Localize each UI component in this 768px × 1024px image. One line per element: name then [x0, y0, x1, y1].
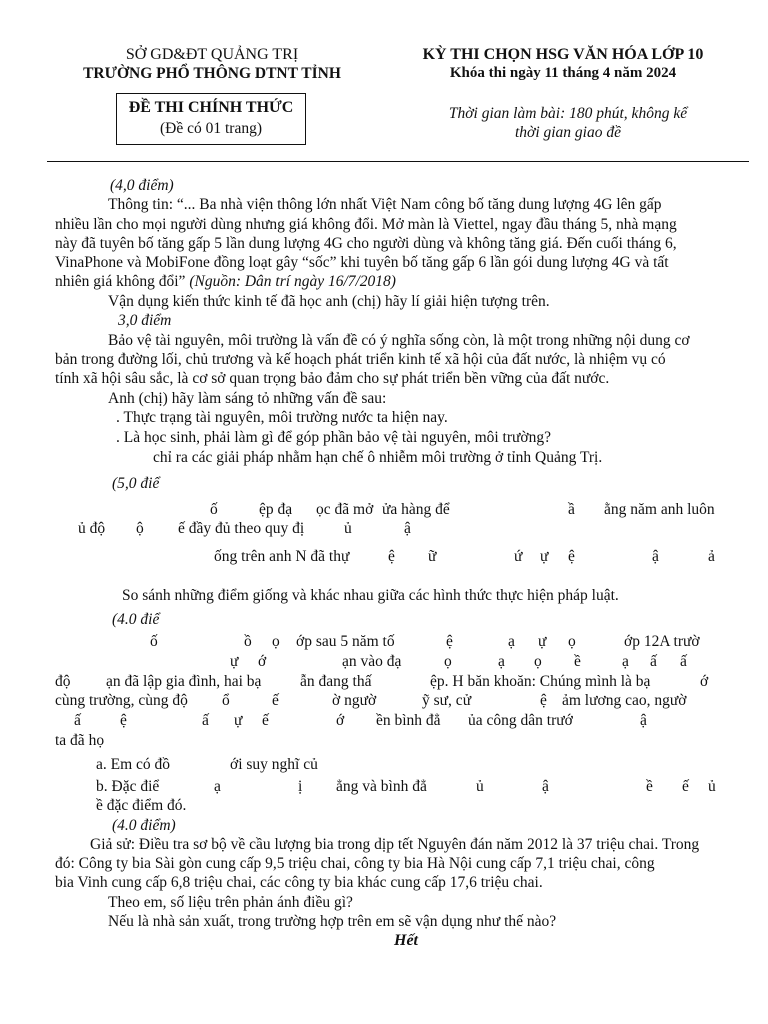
q1-line: này đã tuyên bố tăng gấp 5 lần dung lượng 4G cho người dùng và không tăng giá. Đến cuối tháng 6, [55, 235, 677, 252]
q4-fragment: ủa công dân trướ [468, 712, 573, 729]
q4-fragment: ủ [708, 778, 716, 795]
q4-fragment: ới suy nghĩ củ [230, 756, 318, 773]
q4-fragment: ớ [700, 673, 709, 690]
q4-fragment: ệp. H băn khoăn: Chúng mình là bạ [430, 673, 651, 690]
q4-fragment: ổ [222, 692, 230, 709]
time-line-1: Thời gian làm bài: 180 phút, không kể [448, 105, 688, 122]
q4-fragment: ự [230, 653, 239, 670]
page-count: (Đề có 01 trang) [160, 120, 262, 137]
q3-task: So sánh những điểm giống và khác nhau giữa các hình thức thực hiện pháp luật. [122, 587, 619, 604]
header-right [398, 46, 728, 83]
q4-fragment: ọ [444, 653, 452, 670]
q4-fragment: ị [298, 778, 303, 795]
q4-fragment: ạ [214, 778, 221, 795]
q4-fragment: ậ [542, 778, 549, 795]
q4-fragment: ế [682, 778, 689, 795]
q4-fragment: cùng trường, cùng độ [55, 692, 188, 709]
q1-points: (4,0 điểm) [110, 177, 174, 194]
q4-fragment: ớ [336, 712, 345, 729]
q4-fragment: ồ [244, 633, 252, 650]
q2-points: 3,0 điểm [118, 312, 172, 329]
q5-line: Nếu là nhà sản xuất, trong trường hợp trên em sẽ vận dụng như thế nào? [108, 913, 557, 930]
q4-fragment: ấ [74, 712, 81, 729]
q4-fragment: ề [646, 778, 653, 795]
q4-fragment: ố [150, 633, 158, 650]
q3-fragment: ệp đạ [259, 501, 293, 518]
q3-fragment: ậ [652, 548, 659, 565]
q4-fragment: ớp sau 5 năm tố [296, 633, 395, 650]
q1-task: Vận dụng kiến thức kinh tế đã học anh (chị) hãy lí giải hiện tượng trên. [108, 293, 550, 310]
official-exam-box [116, 93, 306, 145]
q4-points: (4.0 điể [112, 611, 160, 628]
q4-fragment: ỹ sư, cử [422, 692, 472, 709]
q4-fragment: ệ [446, 633, 453, 650]
q1-line: nhiều lần cho mọi người dùng nhưng giá không đổi. Mở màn là Viettel, ngay đầu tháng 5, nhà mạng [55, 216, 677, 233]
q5-line: đó: Công ty bia Sài gòn cung cấp 9,5 triệu chai, công ty bia Hà Nội cung cấp 7,1 triệu chai, công [55, 855, 655, 872]
q1-line: VinaPhone và MobiFone đồng loạt gây “sốc” khi tuyên bố tăng gấp 6 lần gói dung lượng 4G và tất [55, 254, 669, 271]
q3-fragment: ả [708, 548, 715, 565]
q4-fragment: ẳng và bình đẳ [336, 778, 427, 795]
q3-fragment: ệ [388, 548, 395, 565]
q4-fragment: ọ [534, 653, 542, 670]
q4-fragment: ề [574, 653, 581, 670]
q4-fragment: ền bình đẳ [376, 712, 441, 729]
q4-fragment: ậ [640, 712, 647, 729]
q3-fragment: ọc đã mở [316, 501, 374, 518]
header-left [62, 46, 362, 83]
q4-fragment: ớ [258, 653, 267, 670]
q5-line: Giả sử: Điều tra sơ bộ về cầu lượng bia trong dịp tết Nguyên đán năm 2012 là 37 triệu chai. Trong [90, 836, 700, 853]
q4-fragment: ạ [622, 653, 629, 670]
header-divider [47, 161, 749, 162]
exam-date: Khóa thi ngày 11 tháng 4 năm 2024 [449, 65, 677, 81]
q2-line: Bảo vệ tài nguyên, môi trường là vấn đề có ý nghĩa sống còn, là một trong những nội dung cơ [108, 332, 690, 349]
q4-fragment: ạn đã lập gia đình, hai bạ [106, 673, 262, 690]
q4-fragment: ế [272, 692, 279, 709]
q3-fragment: ủ độ [78, 520, 106, 537]
q1-source: (Nguồn: Dân trí ngày 16/7/2018) [185, 273, 396, 290]
q1-line: Thông tin: “... Ba nhà viện thông lớn nhất Việt Nam công bố tăng dung lượng 4G lên gấp [108, 196, 662, 213]
q3-fragment: ằng năm anh luôn [604, 501, 715, 518]
school-name: TRƯỜNG PHỔ THÔNG DTNT TỈNH [83, 65, 341, 82]
q5-line: bia Vinh cung cấp 6,8 triệu chai, các công ty bia khác cung cấp 17,6 triệu chai. [55, 874, 543, 891]
q3-fragment: ứ [514, 548, 523, 565]
q5-points: (4.0 điểm) [112, 817, 176, 834]
q3-fragment: ậ [404, 520, 411, 537]
q4-fragment: ảm lương cao, ngườ [562, 692, 687, 709]
q3-fragment: ầ [568, 501, 575, 518]
time-note [418, 104, 718, 142]
q3-fragment: ửa hàng để [382, 501, 450, 518]
q4-fragment: ệ [540, 692, 547, 709]
q2-line: . Là học sinh, phải làm gì để góp phần bảo vệ tài nguyên, môi trường? [116, 429, 551, 446]
q4-subquestion-a: a. Em có đồ [96, 756, 171, 773]
q3-points: (5,0 điể [112, 475, 160, 492]
q4-fragment: độ [55, 673, 71, 690]
q4-fragment: ủ [476, 778, 484, 795]
q4-fragment: ấ [680, 653, 687, 670]
q5-line: Theo em, số liệu trên phản ánh điều gì? [108, 894, 353, 911]
q4-fragment: ẫn đang thấ [300, 673, 372, 690]
q3-fragment: ủ [344, 520, 352, 537]
q3-fragment: ố [210, 501, 218, 518]
official-label: ĐỀ THI CHÍNH THỨC [128, 99, 294, 116]
q3-fragment: ữ [428, 548, 437, 565]
end-marker: Hết [394, 932, 418, 949]
dept-name: SỞ GD&ĐT QUẢNG TRỊ [125, 46, 299, 63]
q4-fragment: ạ [508, 633, 515, 650]
q3-fragment: ệ [568, 548, 575, 565]
q2-line: tính xã hội sâu sắc, là cơ sở quan trọng bảo đảm cho sự phát triển bền vững của đất nước. [55, 370, 610, 387]
q3-fragment: ế đầy đủ theo quy đị [178, 520, 305, 537]
q2-line: chỉ ra các giải pháp nhằm hạn chế ô nhiễm môi trường ở tỉnh Quảng Trị. [153, 449, 603, 466]
q3-fragment: ống trên anh N đã thự [214, 548, 350, 565]
q4-fragment: ta đã họ [55, 732, 105, 749]
q4-fragment: ệ [120, 712, 127, 729]
time-line-2: thời gian giao đề [514, 124, 621, 141]
q4-fragment: ự [538, 633, 547, 650]
q4-subquestion-b: b. Đặc điể [96, 778, 160, 795]
q1-quote-end: nhiên giá không đổi” [55, 273, 186, 290]
q4-fragment: ế [262, 712, 269, 729]
q2-line: . Thực trạng tài nguyên, môi trường nước ta hiện nay. [116, 409, 448, 426]
q2-line: Anh (chị) hãy làm sáng tỏ những vấn đề sau: [108, 390, 387, 407]
q1-line-source [55, 272, 396, 291]
q3-fragment: ự [540, 548, 549, 565]
q2-line: bản trong đường lối, chủ trương và kế hoạch phát triển kinh tế xã hội của đất nước, là nhiệm vụ có [55, 351, 666, 368]
q4-fragment: ự [234, 712, 243, 729]
q3-fragment: ộ [136, 520, 144, 537]
q4-fragment: ớp 12A trườ [624, 633, 700, 650]
q4-fragment: ờ ngườ [332, 692, 377, 709]
q4-fragment: ạ [498, 653, 505, 670]
q4-fragment: ấ [202, 712, 209, 729]
q4-fragment: ọ [272, 633, 280, 650]
exam-title: KỲ THI CHỌN HSG VĂN HÓA LỚP 10 [422, 46, 704, 63]
q4-fragment: ề đặc điểm đó. [96, 797, 187, 814]
q4-fragment: ọ [568, 633, 576, 650]
q4-fragment: ấ [650, 653, 657, 670]
q4-fragment: ạn vào đạ [342, 653, 402, 670]
